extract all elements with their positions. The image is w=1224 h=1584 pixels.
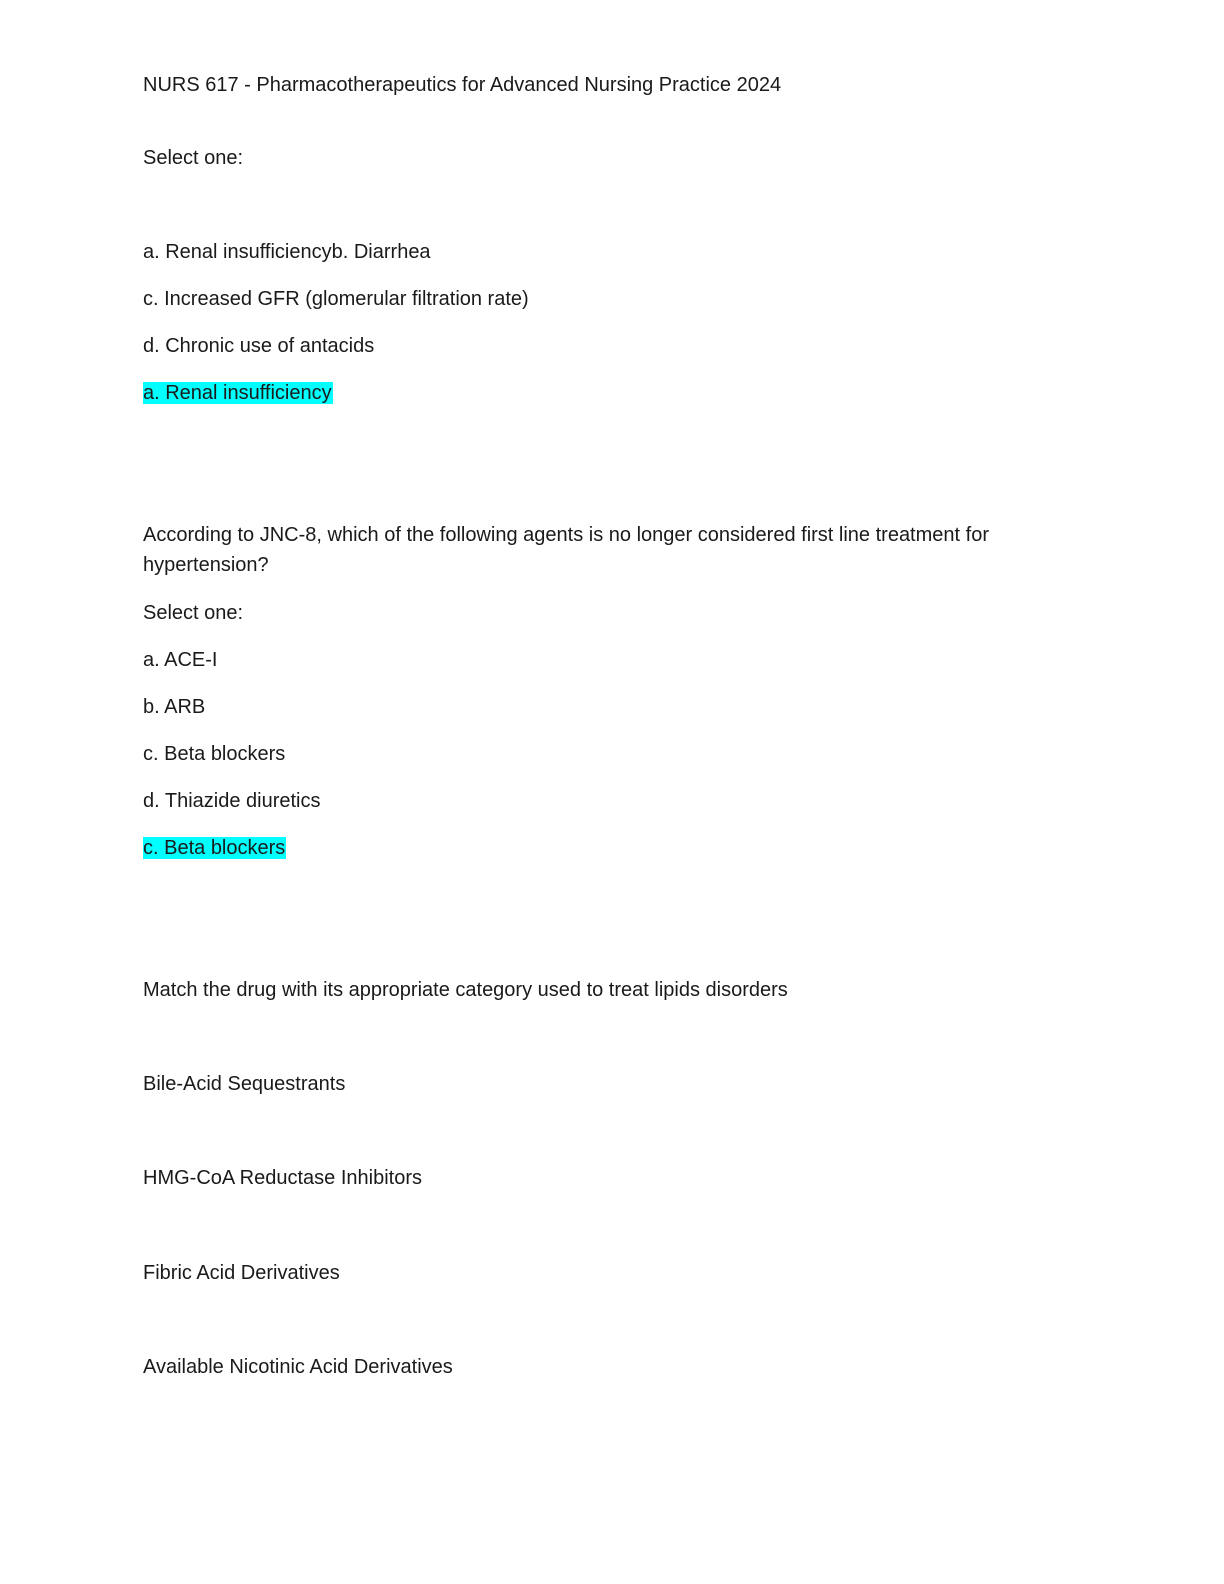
q3-category-fibric-acid: Fibric Acid Derivatives [143,1262,340,1284]
q2-option-c: c. Beta blockers [143,743,286,765]
q2-option-a: a. ACE-I [143,649,218,671]
q1-answer-highlight: a. Renal insufficiency [143,382,332,404]
q1-option-a-b: a. Renal insufficiencyb. Diarrhea [143,241,431,263]
q3-category-bile-acid: Bile-Acid Sequestrants [143,1073,346,1095]
q3-category-hmg-coa: HMG-CoA Reductase Inhibitors [143,1167,423,1189]
course-title: NURS 617 - Pharmacotherapeutics for Advanced Nursing Practice 2024 [143,74,782,96]
q1-option-c: c. Increased GFR (glomerular filtration rate) [143,288,529,310]
q2-answer [143,833,286,863]
q1-answer [143,378,333,408]
q3-prompt: Match the drug with its appropriate category used to treat lipids disorders [143,979,788,1001]
q1-option-d: d. Chronic use of antacids [143,335,375,357]
q2-option-b: b. ARB [143,696,206,718]
q3-category-nicotinic-acid: Available Nicotinic Acid Derivatives [143,1356,453,1378]
q2-select-one: Select one: [143,602,244,624]
q1-select-one: Select one: [143,147,244,169]
q2-answer-highlight: c. Beta blockers [143,837,286,859]
q2-prompt: According to JNC-8, which of the following agents is no longer considered first line treatment for hypertension? [143,524,989,576]
q2-option-d: d. Thiazide diuretics [143,790,321,812]
